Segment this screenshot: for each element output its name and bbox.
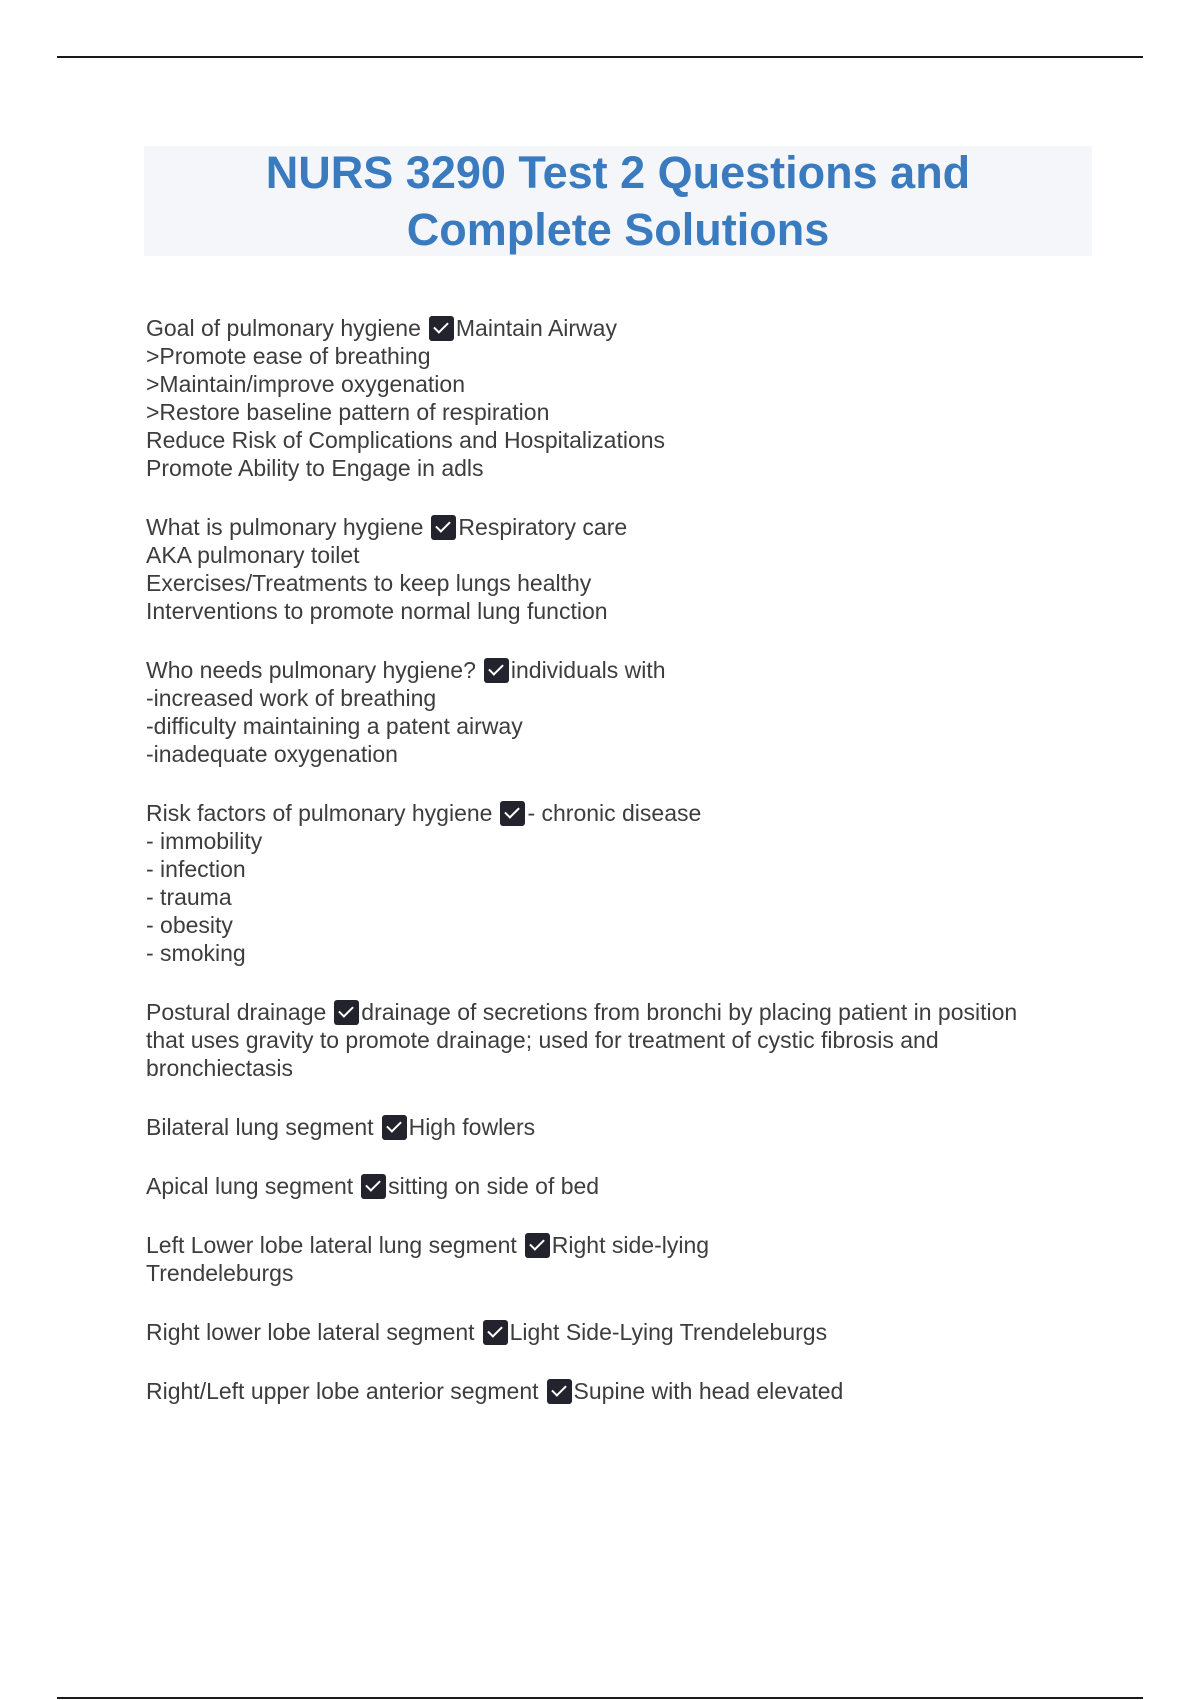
answer-continuation-line: AKA pulmonary toilet — [146, 542, 360, 568]
title-line-2: Complete Solutions — [406, 204, 830, 255]
answer-text: drainage of secretions from bronchi by placing patient in position — [361, 999, 1018, 1025]
check-icon — [429, 316, 454, 341]
answer-text: Supine with head elevated — [573, 1378, 844, 1404]
answer-continuation-line: >Maintain/improve oxygenation — [146, 371, 465, 397]
question-text: Right/Left upper lobe anterior segment — [146, 1378, 539, 1404]
question-text: Apical lung segment — [146, 1173, 354, 1199]
title-banner — [144, 146, 1092, 256]
qa-entry — [146, 1318, 1086, 1346]
check-icon — [525, 1233, 550, 1258]
question-text: Goal of pulmonary hygiene — [146, 315, 421, 341]
answer-continuation-line: that uses gravity to promote drainage; used for treatment of cystic fibrosis and — [146, 1027, 939, 1053]
qa-first-line — [146, 1172, 1086, 1200]
answer-continuation-line: - trauma — [146, 884, 232, 910]
top-rule — [57, 56, 1143, 58]
question-text: Bilateral lung segment — [146, 1114, 374, 1140]
answer-continuation-line: Interventions to promote normal lung function — [146, 598, 608, 624]
title-line-1: NURS 3290 Test 2 Questions and — [265, 147, 971, 198]
answer-continuation-line: Trendeleburgs — [146, 1260, 294, 1286]
qa-list — [146, 314, 1086, 1436]
answer-continuation-line: bronchiectasis — [146, 1055, 294, 1081]
answer-continuation-line: Exercises/Treatments to keep lungs healthy — [146, 570, 592, 596]
qa-first-line — [146, 1231, 1086, 1259]
answer-continuation-line: -increased work of breathing — [146, 685, 437, 711]
answer-text: Right side-lying — [551, 1232, 710, 1258]
answer-continuation-line: Reduce Risk of Complications and Hospitalizations — [146, 427, 666, 453]
answer-continuation-line: >Promote ease of breathing — [146, 343, 431, 369]
check-icon — [334, 1000, 359, 1025]
answer-continuation-line: - smoking — [146, 940, 246, 966]
document-title — [266, 144, 970, 258]
qa-entry — [146, 998, 1086, 1082]
check-icon — [483, 1320, 508, 1345]
qa-entry — [146, 1172, 1086, 1200]
question-text: Risk factors of pulmonary hygiene — [146, 800, 493, 826]
answer-continuation-line: - obesity — [146, 912, 233, 938]
answer-text: Light Side-Lying Trendeleburgs — [509, 1319, 828, 1345]
qa-entry — [146, 1231, 1086, 1287]
question-text: Left Lower lobe lateral lung segment — [146, 1232, 517, 1258]
qa-first-line — [146, 1318, 1086, 1346]
qa-entry — [146, 1377, 1086, 1405]
bottom-rule — [57, 1697, 1143, 1699]
qa-entry — [146, 314, 1086, 482]
check-icon — [382, 1115, 407, 1140]
answer-continuation-line: >Restore baseline pattern of respiration — [146, 399, 550, 425]
answer-text: Maintain Airway — [455, 315, 617, 341]
answer-continuation-line: -inadequate oxygenation — [146, 741, 398, 767]
qa-entry — [146, 513, 1086, 625]
qa-entry — [146, 656, 1086, 768]
qa-first-line — [146, 656, 1086, 684]
check-icon — [500, 801, 525, 826]
qa-entry — [146, 799, 1086, 967]
answer-continuation-line: -difficulty maintaining a patent airway — [146, 713, 523, 739]
answer-continuation-line: Promote Ability to Engage in adls — [146, 455, 484, 481]
answer-text: Respiratory care — [458, 514, 628, 540]
answer-continuation-line: - infection — [146, 856, 246, 882]
qa-first-line — [146, 513, 1086, 541]
answer-text: sitting on side of bed — [388, 1173, 600, 1199]
question-text: Right lower lobe lateral segment — [146, 1319, 475, 1345]
answer-text: individuals with — [510, 657, 666, 683]
qa-first-line — [146, 799, 1086, 827]
answer-text: - chronic disease — [527, 800, 702, 826]
check-icon — [431, 515, 456, 540]
answer-continuation-line: - immobility — [146, 828, 263, 854]
qa-first-line — [146, 314, 1086, 342]
check-icon — [484, 658, 509, 683]
answer-text: High fowlers — [408, 1114, 536, 1140]
qa-first-line — [146, 1377, 1086, 1405]
check-icon — [361, 1174, 386, 1199]
qa-entry — [146, 1113, 1086, 1141]
qa-first-line — [146, 998, 1086, 1026]
question-text: Who needs pulmonary hygiene? — [146, 657, 476, 683]
qa-first-line — [146, 1113, 1086, 1141]
question-text: What is pulmonary hygiene — [146, 514, 424, 540]
question-text: Postural drainage — [146, 999, 327, 1025]
check-icon — [547, 1379, 572, 1404]
